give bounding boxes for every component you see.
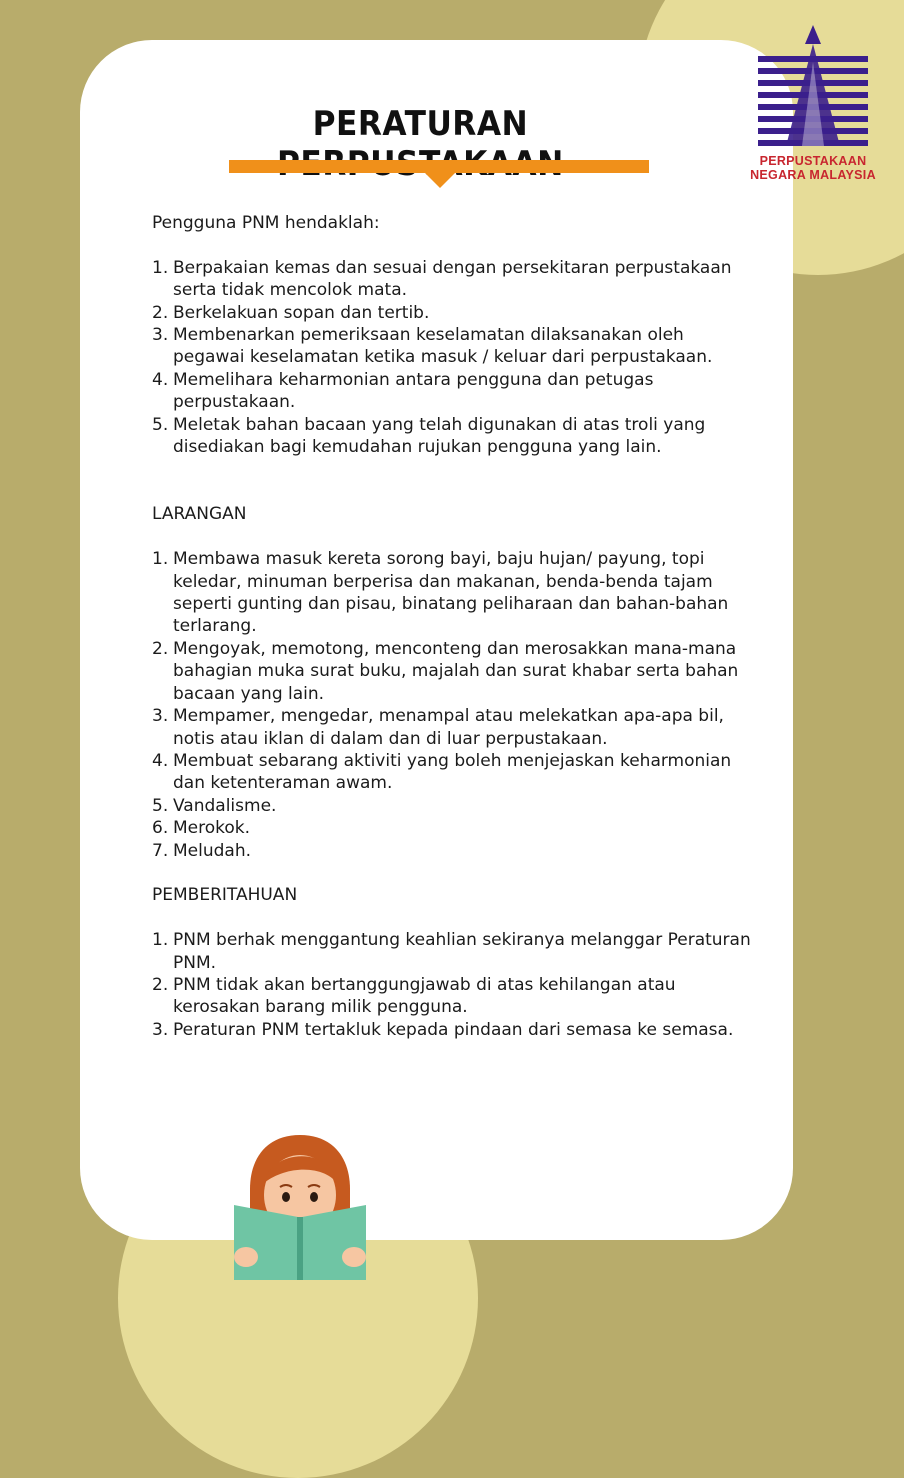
pnm-logo	[738, 22, 888, 186]
title-underline-arrow	[425, 173, 455, 188]
list-item: 7. Meludah.	[152, 840, 252, 861]
larangan-heading: LARANGAN	[152, 504, 247, 525]
list-item: 2. Mengoyak, memotong, menconteng dan merosakkan mana-mana bahagian muka surat buku, majalah dan surat khabar serta bahan bacaan yang lain.	[152, 638, 739, 704]
page-title: PERATURAN	[312, 104, 529, 144]
pemberitahuan-list	[152, 929, 752, 1041]
list-item: 1. Berpakaian kemas dan sesuai dengan persekitaran perpustakaan serta tidak mencolok mata.	[152, 257, 732, 301]
list-item: 2. Berkelakuan sopan dan tertib.	[152, 302, 430, 323]
title-underline-bar	[229, 160, 649, 173]
pemberitahuan-heading: PEMBERITAHUAN	[152, 885, 298, 906]
list-item: 2. PNM tidak akan bertanggungjawab di atas kehilangan atau kerosakan barang milik pengguna.	[152, 974, 676, 1018]
list-item: 3. Membenarkan pemeriksaan keselamatan dilaksanakan oleh pegawai keselamatan ketika masuk / keluar dari perpustakaan.	[152, 325, 713, 368]
list-item: 5. Meletak bahan bacaan yang telah digunakan di atas troli yang disediakan bagi kemudahan rujukan pengguna yang lain.	[152, 414, 706, 458]
intro-text: Pengguna PNM hendaklah:	[152, 213, 380, 233]
larangan-list	[152, 548, 752, 862]
rules-content	[152, 212, 752, 1041]
list-item: 4. Membuat sebarang aktiviti yang boleh menjejaskan keharmonian dan ketenteraman awam.	[152, 750, 732, 794]
list-item: 3. Mempamer, mengedar, menampal atau melekatkan apa-apa bil, notis atau iklan di dalam dan di luar perpustakaan.	[152, 706, 724, 749]
list-item: 5. Vandalisme.	[152, 795, 277, 816]
pnm-logo-mark-icon	[758, 22, 868, 150]
reading-girl-illustration	[230, 1133, 370, 1280]
logo-text-line1: PERPUSTAKAAN	[759, 154, 867, 168]
list-item: 1. Membawa masuk kereta sorong bayi, baju hujan/ payung, topi keledar, minuman berperisa dan makanan, benda-benda tajam seperti gunting dan pisau, binatang peliharaan dan bahan-bahan terlarang.	[152, 549, 729, 637]
rules-list	[152, 257, 752, 459]
list-item: 6. Merokok.	[152, 818, 251, 839]
logo-text-line2: NEGARA MALAYSIA	[750, 168, 876, 182]
list-item: 4. Memelihara keharmonian antara pengguna dan petugas perpustakaan.	[152, 369, 654, 413]
list-item: 3. Peraturan PNM tertakluk kepada pindaan dari semasa ke semasa.	[152, 1019, 734, 1040]
list-item: 1. PNM berhak menggantung keahlian sekiranya melanggar Peraturan PNM.	[152, 930, 751, 973]
